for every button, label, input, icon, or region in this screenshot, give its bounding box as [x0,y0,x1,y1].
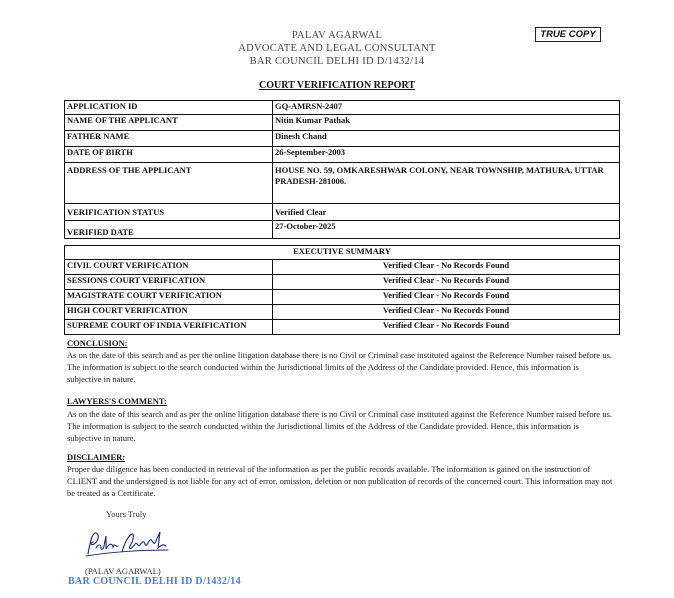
lawyers-comment-heading: LAWYERS'S COMMENT: [67,396,167,406]
table-row [65,290,620,305]
summary-value: Verified Clear - No Records Found [273,320,620,335]
detail-label: VERIFIED DATE [65,221,273,239]
signatory-name: (PALAV AGARWAL) [85,566,161,576]
detail-value: HOUSE NO. 59, OMKARESHWAR COLONY, NEAR TOWNSHIP, MATHURA, UTTAR PRADESH-281006. [273,163,620,204]
detail-value: Dinesh Chand [273,131,620,147]
detail-value: Nitin Kumar Pathak [273,115,620,131]
letterhead-title: ADVOCATE AND LEGAL CONSULTANT [238,43,436,54]
detail-label: ADDRESS OF THE APPLICANT [65,163,273,204]
details-table [64,100,620,239]
table-row [65,147,620,163]
summary-value: Verified Clear - No Records Found [273,305,620,320]
summary-value: Verified Clear - No Records Found [273,275,620,290]
detail-label: APPLICATION ID [65,101,273,115]
true-copy-stamp: TRUE COPY [535,27,601,42]
summary-label: CIVIL COURT VERIFICATION [65,260,273,275]
summary-label: MAGISTRATE COURT VERIFICATION [65,290,273,305]
detail-label: NAME OF THE APPLICANT [65,115,273,131]
detail-label: VERIFICATION STATUS [65,204,273,221]
summary-label: SESSIONS COURT VERIFICATION [65,275,273,290]
summary-label: HIGH COURT VERIFICATION [65,305,273,320]
letterhead-bar-id: BAR COUNCIL DELHI ID D/1432/14 [249,56,425,67]
closing-text: Yours Truly [106,509,147,519]
table-row [65,260,620,275]
conclusion-heading: CONCLUSION: [67,338,128,348]
table-row [65,246,620,260]
conclusion-text: As on the date of this search and as per the online litigation database there is no Civil or Criminal case instituted against the Reference Number raised before us. The information is subject to the search conducted within the Jurisdictional limits of the Address of the Candidate provided. Hence, this information is subjective in nature. [67,350,613,384]
table-row [65,320,620,335]
disclaimer-text: Proper due diligence has been conducted in retrieval of the information as per the public records available. The information is gained on the instruction of CLIENT and the undersigned is not liable for any act of error, omission, deletion or non publication of records of the concerned court. This information may not be treated as a Certificate. [67,464,613,498]
detail-label: DATE OF BIRTH [65,147,273,163]
detail-label: FATHER NAME [65,131,273,147]
lawyers-comment-text: As on the date of this search and as per the online litigation database there is no Civil or Criminal case instituted against the Reference Number raised before us. The information is subject to the search conducted within the Jurisdictional limits of the Address of the Candidate provided. Hence, this information is subjective in nature. [67,409,613,443]
table-row [65,204,620,221]
table-row [65,101,620,115]
report-title: COURT VERIFICATION REPORT [259,80,415,91]
table-row [65,221,620,239]
detail-value: GQ-AMRSN-2407 [273,101,620,115]
detail-value: 27-October-2025 [273,221,620,239]
summary-label: SUPREME COURT OF INDIA VERIFICATION [65,320,273,335]
table-row [65,275,620,290]
summary-value: Verified Clear - No Records Found [273,260,620,275]
executive-summary-table [64,245,620,335]
detail-value: 26-September-2003 [273,147,620,163]
table-row [65,131,620,147]
letterhead-name: PALAV AGARWAL [291,30,383,41]
table-row [65,115,620,131]
summary-heading: EXECUTIVE SUMMARY [65,246,620,260]
table-row [65,163,620,204]
handwritten-signature [82,528,172,567]
detail-value: Verified Clear [273,204,620,221]
footer-bar-id: BAR COUNCIL DELHI ID D/1432/14 [68,576,241,587]
disclaimer-heading: DISCLAIMER: [67,452,126,462]
table-row [65,305,620,320]
summary-value: Verified Clear - No Records Found [273,290,620,305]
